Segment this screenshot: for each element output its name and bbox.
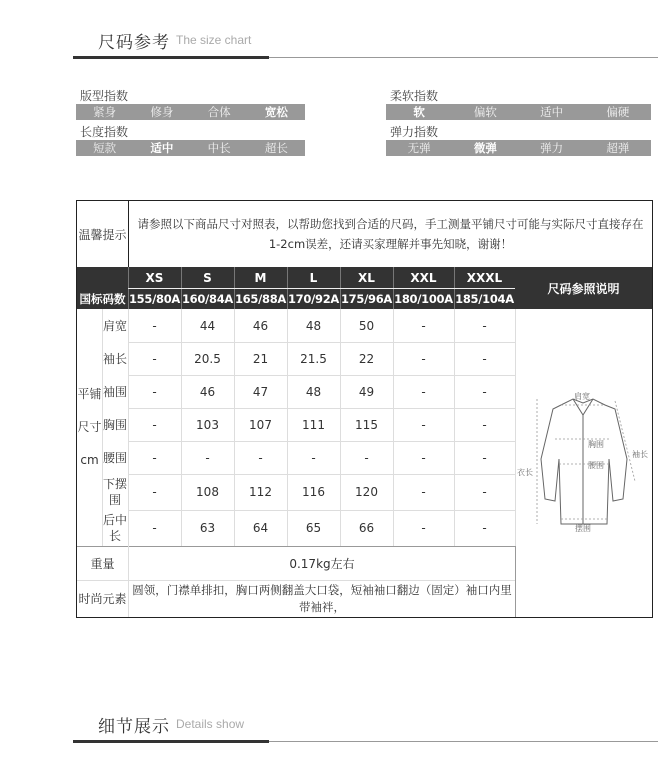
size-label: XXXL: [454, 267, 515, 288]
intl-size: 155/80A: [128, 288, 181, 309]
section-title: 尺码参考: [98, 33, 170, 53]
measure-value: -: [152, 450, 157, 465]
shirt-outline: [541, 399, 627, 524]
intl-size: 185/104A: [454, 288, 515, 309]
measure-value: 115: [355, 417, 378, 432]
measure-value: 46: [199, 384, 216, 399]
measure-value: -: [152, 318, 157, 333]
tip-text: 请参照以下商品尺寸对照表，以帮助您找到合适的尺码，手工测量平铺尺寸可能与实际尺寸直接存在1-2cm误差，还请买家理解并事先知晓，谢谢！: [137, 217, 644, 251]
length-index-bar: [76, 140, 305, 156]
measure-value: 46: [252, 318, 269, 333]
measure-value: -: [421, 521, 426, 535]
diagram-label-shoulder: 肩宽: [574, 392, 590, 401]
size-ref-label: 尺码参照说明: [515, 267, 652, 309]
divider-accent: [73, 740, 269, 743]
soft-option: 适中: [540, 105, 564, 119]
diagram-label-length: 衣长: [517, 468, 533, 477]
measure-value: 20.5: [194, 351, 221, 366]
size-label: XL: [340, 267, 393, 288]
group-label-line: 平铺: [77, 387, 102, 401]
intl-size: 170/92A: [287, 288, 340, 309]
divider: [128, 201, 129, 267]
measure-value: 66: [358, 521, 375, 535]
measure-value: -: [482, 485, 487, 499]
fashion-label: 时尚元素: [78, 592, 127, 606]
measure-value: 120: [355, 485, 378, 499]
divider: [340, 309, 341, 546]
measure-value: 116: [302, 485, 325, 499]
measure-name: 腰围: [102, 450, 127, 465]
fit-option: 合体: [207, 105, 231, 119]
size-label: XS: [128, 267, 181, 288]
intl-size: 160/84A: [181, 288, 234, 309]
fit-option-selected: 宽松: [264, 105, 288, 119]
measure-value: -: [482, 318, 487, 333]
measure-value: 48: [305, 318, 322, 333]
stretch-index-bar: [386, 140, 651, 156]
divider: [515, 546, 516, 617]
measure-value: -: [482, 521, 487, 535]
stretch-option: 超弹: [606, 141, 630, 155]
measure-value: -: [421, 485, 426, 499]
fit-index-bar: [76, 104, 305, 120]
weight-value: 0.17kg左右: [289, 556, 355, 571]
fashion-text: 圆领，门襟单排扣，胸口两侧翻盖大口袋，短袖袖口翻边（固定）袖口内里带袖袢，: [132, 582, 512, 614]
measure-value: -: [152, 485, 157, 499]
measure-value: -: [258, 450, 263, 465]
size-label: L: [287, 267, 340, 288]
measure-value: 65: [305, 521, 322, 535]
group-label-line: cm: [80, 453, 99, 467]
stretch-option: 弹力: [540, 141, 564, 155]
measure-name: 胸围: [102, 417, 127, 432]
weight-label: 重量: [90, 556, 115, 571]
soft-option: 偏硬: [606, 105, 630, 119]
soft-option: 偏软: [473, 105, 497, 119]
divider: [128, 288, 515, 289]
divider: [181, 309, 182, 546]
intl-size: 180/100A: [393, 288, 454, 309]
measure-value: -: [205, 450, 210, 465]
measure-value: -: [421, 384, 426, 399]
measure-value: -: [152, 521, 157, 535]
tip-label: 温馨提示: [78, 227, 127, 242]
divider: [287, 309, 288, 546]
divider: [454, 309, 455, 546]
measure-value: 48: [305, 384, 322, 399]
size-label: XXL: [393, 267, 454, 288]
flat-size-group-label: [77, 309, 102, 546]
fit-option: 修身: [150, 105, 174, 119]
stretch-option-selected: 微弹: [473, 141, 497, 155]
measure-name: 袖长: [102, 351, 127, 366]
size-table: [76, 200, 653, 618]
intl-size: 175/96A: [340, 288, 393, 309]
measure-value: -: [152, 351, 157, 366]
measure-value: 49: [358, 384, 375, 399]
measure-name: 下摆围: [102, 477, 127, 507]
measure-value: 107: [249, 417, 272, 432]
soft-index-bar: [386, 104, 651, 120]
section-subtitle: Details show: [176, 717, 245, 731]
divider: [102, 309, 103, 546]
size-label: S: [181, 267, 234, 288]
length-option: 短款: [93, 141, 117, 155]
section-subtitle: The size chart: [176, 33, 252, 47]
diagram-label-waist: 腰围: [588, 461, 604, 470]
measure-value: 63: [199, 521, 216, 535]
diagram-label-chest: 胸围: [588, 440, 604, 449]
diagram-label-sleeve: 袖长: [632, 450, 648, 459]
measure-value: 111: [302, 417, 325, 432]
divider: [128, 309, 129, 546]
group-label-line: 尺寸: [77, 420, 102, 434]
measure-name: 后中长: [102, 513, 127, 543]
size-label: M: [234, 267, 287, 288]
divider: [393, 309, 394, 546]
measure-value: -: [364, 450, 369, 465]
measure-value: -: [482, 450, 487, 465]
measure-value: -: [482, 417, 487, 432]
stretch-index-label: 弹力指数: [390, 125, 439, 139]
measure-value: 112: [249, 485, 272, 499]
length-option-selected: 适中: [150, 141, 174, 155]
measure-value: 50: [358, 318, 375, 333]
measure-value: 21.5: [300, 351, 327, 366]
intl-size: 165/88A: [234, 288, 287, 309]
section-title: 细节展示: [98, 717, 170, 737]
measure-name: 肩宽: [102, 318, 127, 333]
measure-value: 21: [252, 351, 269, 366]
sleeve-measure-line: [615, 401, 635, 481]
measure-value: -: [421, 318, 426, 333]
measure-value: 47: [252, 384, 269, 399]
length-option: 超长: [264, 141, 288, 155]
section-header-size-chart: [73, 28, 658, 58]
length-index-label: 长度指数: [80, 125, 129, 139]
section-header-details: [73, 712, 658, 742]
length-option: 中长: [207, 141, 231, 155]
measure-value: -: [152, 384, 157, 399]
fit-option: 紧身: [93, 105, 117, 119]
soft-index-label: 柔软指数: [390, 89, 439, 103]
measure-value: 108: [196, 485, 219, 499]
measure-value: 64: [252, 521, 269, 535]
measure-name: 袖围: [102, 384, 127, 399]
stretch-option: 无弹: [407, 141, 431, 155]
measure-value: -: [421, 450, 426, 465]
intl-label: 国标码数: [77, 288, 128, 309]
divider-accent: [73, 56, 269, 59]
measure-value: -: [152, 417, 157, 432]
shirt-measurement-diagram: [515, 309, 652, 546]
measure-value: -: [482, 384, 487, 399]
divider: [234, 309, 235, 546]
fit-index-label: 版型指数: [80, 89, 129, 103]
measure-value: -: [421, 417, 426, 432]
collar-outline: [573, 399, 593, 415]
measure-value: 22: [358, 351, 375, 366]
measure-value: -: [311, 450, 316, 465]
diagram-label-hem: 摆围: [575, 524, 591, 533]
measure-value: 44: [199, 318, 216, 333]
soft-option-selected: 软: [413, 105, 425, 119]
measure-value: 103: [196, 417, 219, 432]
measure-value: -: [421, 351, 426, 366]
measure-value: -: [482, 351, 487, 366]
